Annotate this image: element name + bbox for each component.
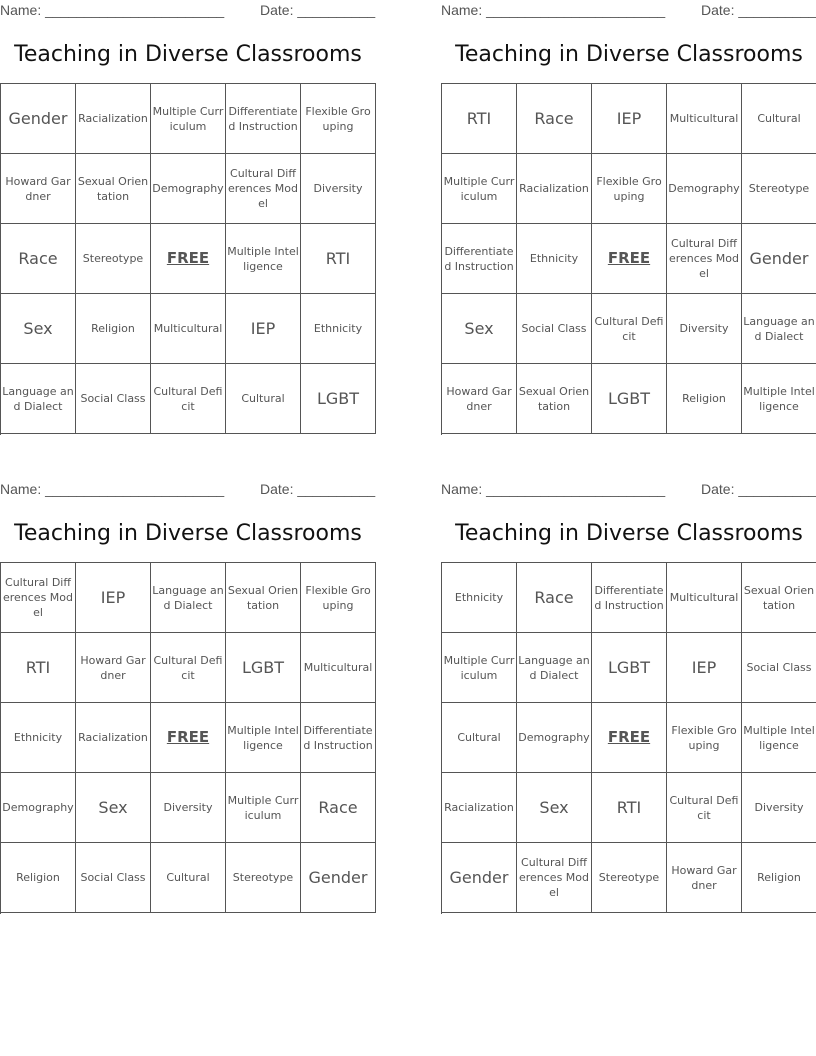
bingo-cell: Cultural Deficit — [667, 773, 742, 843]
bingo-cell: Differentiated Instruction — [592, 563, 667, 633]
bingo-cell: Multiple Intelligence — [742, 703, 816, 773]
bingo-cell: LGBT — [301, 364, 376, 434]
bingo-cell: Multiple Intelligence — [226, 703, 301, 773]
bingo-cell: Race — [1, 224, 76, 294]
bingo-grid — [441, 83, 816, 435]
bingo-cell: Flexible Grouping — [592, 154, 667, 224]
bingo-cell: Racialization — [76, 703, 151, 773]
bingo-cell: Social Class — [517, 294, 592, 364]
bingo-cell: Howard Gardner — [667, 843, 742, 913]
free-space-cell: FREE — [151, 224, 226, 294]
bingo-cell: Cultural Differences Model — [226, 154, 301, 224]
bingo-cell: Howard Gardner — [76, 633, 151, 703]
bingo-cell: Flexible Grouping — [667, 703, 742, 773]
bingo-cell: Multiple Curriculum — [226, 773, 301, 843]
bingo-cell: Demography — [1, 773, 76, 843]
bingo-cell: Race — [517, 563, 592, 633]
bingo-cell: Language and Dialect — [1, 364, 76, 434]
bingo-cell: Race — [301, 773, 376, 843]
bingo-card-1 — [0, 0, 376, 440]
bingo-cell: Cultural Differences Model — [517, 843, 592, 913]
bingo-cell: Ethnicity — [517, 224, 592, 294]
bingo-cell: Sex — [442, 294, 517, 364]
bingo-cell: Stereotype — [226, 843, 301, 913]
bingo-cell: Multiple Intelligence — [226, 224, 301, 294]
bingo-cell: Race — [517, 84, 592, 154]
bingo-cell: Differentiated Instruction — [226, 84, 301, 154]
bingo-cell: Multicultural — [301, 633, 376, 703]
bingo-cell: Sexual Orientation — [517, 364, 592, 434]
bingo-cell: Demography — [517, 703, 592, 773]
bingo-cell: Social Class — [742, 633, 816, 703]
card-header — [441, 479, 816, 499]
bingo-cell: Gender — [742, 224, 816, 294]
bingo-cell: Cultural — [442, 703, 517, 773]
bingo-cell: Social Class — [76, 843, 151, 913]
bingo-cell: Diversity — [301, 154, 376, 224]
bingo-cell: Religion — [667, 364, 742, 434]
bingo-cell: Diversity — [151, 773, 226, 843]
bingo-cell: Sex — [76, 773, 151, 843]
bingo-cell: Sex — [517, 773, 592, 843]
bingo-cell: Gender — [301, 843, 376, 913]
bingo-cell: Ethnicity — [1, 703, 76, 773]
bingo-cell: Multicultural — [667, 84, 742, 154]
date-field: Date: __________ — [701, 2, 816, 18]
card-header — [441, 0, 816, 20]
bingo-cell: Cultural Differences Model — [1, 563, 76, 633]
bingo-cell: IEP — [592, 84, 667, 154]
bingo-card-4 — [441, 479, 816, 919]
bingo-cell: Gender — [442, 843, 517, 913]
bingo-cell: Religion — [1, 843, 76, 913]
bingo-cell: Differentiated Instruction — [442, 224, 517, 294]
bingo-cell: Language and Dialect — [517, 633, 592, 703]
card-title: Teaching in Diverse Classrooms — [455, 521, 803, 546]
bingo-cell: Stereotype — [592, 843, 667, 913]
bingo-cell: Flexible Grouping — [301, 563, 376, 633]
card-title: Teaching in Diverse Classrooms — [14, 42, 362, 67]
bingo-cell: Stereotype — [76, 224, 151, 294]
bingo-grid — [0, 83, 376, 435]
bingo-cell: Cultural — [226, 364, 301, 434]
bingo-cell: Multiple Curriculum — [442, 154, 517, 224]
bingo-cell: Sexual Orientation — [76, 154, 151, 224]
bingo-cell: Cultural Deficit — [592, 294, 667, 364]
bingo-cell: Ethnicity — [301, 294, 376, 364]
bingo-cell: Cultural Deficit — [151, 633, 226, 703]
bingo-cell: LGBT — [592, 364, 667, 434]
bingo-cell: Cultural — [151, 843, 226, 913]
bingo-cell: Gender — [1, 84, 76, 154]
name-field: Name: _______________________ — [0, 481, 225, 497]
bingo-cell: Stereotype — [742, 154, 816, 224]
bingo-cell: Language and Dialect — [151, 563, 226, 633]
bingo-cell: IEP — [76, 563, 151, 633]
name-field: Name: _______________________ — [441, 481, 666, 497]
card-header — [0, 0, 376, 20]
bingo-cell: Racialization — [76, 84, 151, 154]
bingo-cell: Ethnicity — [442, 563, 517, 633]
bingo-cell: Multicultural — [151, 294, 226, 364]
bingo-cell: RTI — [301, 224, 376, 294]
bingo-cell: Cultural Deficit — [151, 364, 226, 434]
name-field: Name: _______________________ — [0, 2, 225, 18]
bingo-cell: Howard Gardner — [1, 154, 76, 224]
bingo-cell: LGBT — [592, 633, 667, 703]
date-field: Date: __________ — [701, 481, 816, 497]
bingo-cell: Demography — [151, 154, 226, 224]
bingo-cell: IEP — [226, 294, 301, 364]
bingo-cell: Racialization — [517, 154, 592, 224]
free-space-cell: FREE — [151, 703, 226, 773]
bingo-cell: Multiple Intelligence — [742, 364, 816, 434]
bingo-cell: Multiple Curriculum — [151, 84, 226, 154]
bingo-card-3 — [0, 479, 376, 919]
free-space-cell: FREE — [592, 224, 667, 294]
bingo-grid — [0, 562, 376, 914]
bingo-cell: Sexual Orientation — [742, 563, 816, 633]
card-title: Teaching in Diverse Classrooms — [455, 42, 803, 67]
free-space-cell: FREE — [592, 703, 667, 773]
bingo-cell: Sexual Orientation — [226, 563, 301, 633]
bingo-cell: Demography — [667, 154, 742, 224]
bingo-cell: Diversity — [742, 773, 816, 843]
date-field: Date: __________ — [260, 481, 376, 497]
bingo-cell: RTI — [1, 633, 76, 703]
bingo-cell: Religion — [76, 294, 151, 364]
bingo-cell: IEP — [667, 633, 742, 703]
bingo-cell: Sex — [1, 294, 76, 364]
bingo-cell: Howard Gardner — [442, 364, 517, 434]
bingo-cell: Cultural Differences Model — [667, 224, 742, 294]
bingo-cell: Multicultural — [667, 563, 742, 633]
bingo-cell: Language and Dialect — [742, 294, 816, 364]
bingo-cell: Flexible Grouping — [301, 84, 376, 154]
card-header — [0, 479, 376, 499]
bingo-cell: Multiple Curriculum — [442, 633, 517, 703]
bingo-cell: Differentiated Instruction — [301, 703, 376, 773]
date-field: Date: __________ — [260, 2, 376, 18]
bingo-cell: RTI — [592, 773, 667, 843]
bingo-cell: Cultural — [742, 84, 816, 154]
bingo-grid — [441, 562, 816, 914]
name-field: Name: _______________________ — [441, 2, 666, 18]
bingo-cell: Racialization — [442, 773, 517, 843]
bingo-cell: LGBT — [226, 633, 301, 703]
bingo-cell: Social Class — [76, 364, 151, 434]
card-title: Teaching in Diverse Classrooms — [14, 521, 362, 546]
bingo-cell: Diversity — [667, 294, 742, 364]
bingo-cell: RTI — [442, 84, 517, 154]
bingo-cell: Religion — [742, 843, 816, 913]
bingo-card-2 — [441, 0, 816, 440]
